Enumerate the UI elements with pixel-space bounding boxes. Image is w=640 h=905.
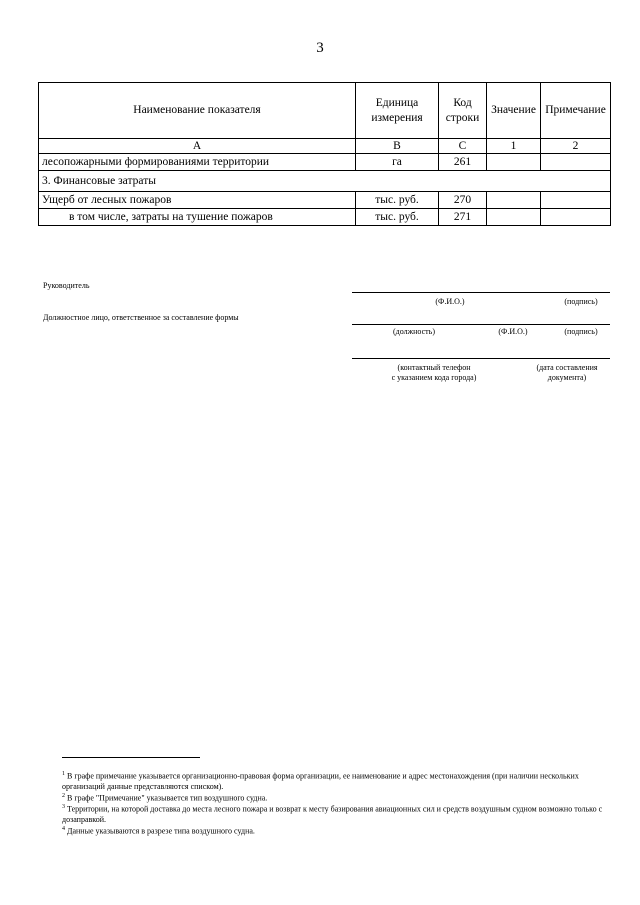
row-note <box>541 154 611 171</box>
page-number: 3 <box>316 40 324 56</box>
phone-caption <box>372 363 496 384</box>
row-note <box>541 192 611 209</box>
column-letter: С <box>439 139 487 154</box>
footnote <box>62 771 610 793</box>
header-note: Примечание <box>541 83 611 139</box>
date-caption-line1: (дата составления <box>536 363 598 372</box>
date-caption-line2: документа) <box>547 373 587 383</box>
footnote <box>62 826 610 837</box>
phone-caption-line1: (контактный телефон <box>397 363 471 372</box>
row-name: в том числе, затраты на тушение пожаров <box>39 209 356 226</box>
footnote-separator <box>62 757 200 758</box>
footnote-mark: 2 <box>62 792 65 799</box>
head-fio-caption: (Ф.И.О.) <box>435 297 465 306</box>
footnote <box>62 793 610 804</box>
footnotes <box>62 771 610 837</box>
date-caption <box>524 363 610 384</box>
head-label: Руководитель <box>43 281 90 290</box>
header-value: Значение <box>487 83 541 139</box>
footnote-mark: 3 <box>62 803 65 810</box>
section-title: 3. Финансовые затраты <box>39 171 611 192</box>
table-row <box>39 154 611 171</box>
footnote-text: Территории, на которой доставка до места лесного пожара и возврат к месту базирования авиационных сил и средств воздушным судном возможно только с дозаправкой. <box>62 804 603 825</box>
footnote <box>62 804 610 826</box>
row-name: Ущерб от лесных пожаров <box>39 192 356 209</box>
column-letter: 2 <box>541 139 611 154</box>
row-name: лесопожарными формированиями территории <box>39 154 356 171</box>
row-unit: га <box>356 154 439 171</box>
header-unit: Единица измерения <box>356 83 439 139</box>
row-value <box>487 192 541 209</box>
row-code: 261 <box>439 154 487 171</box>
column-letter: В <box>356 139 439 154</box>
row-unit: тыс. руб. <box>356 209 439 226</box>
footnote-mark: 1 <box>62 771 65 777</box>
header-code: Код строки <box>439 83 487 139</box>
footnote-text: В графе "Примечание" указывается тип воздушного судна. <box>67 793 268 803</box>
contact-line <box>352 358 610 359</box>
table-row <box>39 209 611 226</box>
head-sign-caption: (подпись) <box>564 297 598 306</box>
responsible-label: Должностное лицо, ответственное за составление формы <box>43 313 239 322</box>
header-row <box>39 83 611 139</box>
footnote-mark: 4 <box>62 825 65 832</box>
footnote-text: В графе примечание указывается организационно-правовая форма организации, ее наименование и адрес местонахождения (при наличии нескольких организаций данные представляются списком). <box>62 771 579 792</box>
column-letter: А <box>39 139 356 154</box>
table-row <box>39 192 611 209</box>
position-caption: (должность) <box>393 327 435 336</box>
column-letter: 1 <box>487 139 541 154</box>
section-row <box>39 171 611 192</box>
row-value <box>487 209 541 226</box>
phone-caption-line2: с указанием кода города) <box>391 373 477 383</box>
header-name: Наименование показателя <box>39 83 356 139</box>
indicators-table <box>38 82 611 226</box>
column-letters-row <box>39 139 611 154</box>
responsible-fio-caption: (Ф.И.О.) <box>498 327 528 336</box>
row-value <box>487 154 541 171</box>
footnote-text: Данные указываются в разрезе типа воздушного судна. <box>67 826 255 836</box>
responsible-sign-caption: (подпись) <box>564 327 598 336</box>
responsible-signature-line <box>352 324 610 325</box>
row-unit: тыс. руб. <box>356 192 439 209</box>
row-note <box>541 209 611 226</box>
head-signature-line <box>352 292 610 293</box>
row-code: 271 <box>439 209 487 226</box>
row-code: 270 <box>439 192 487 209</box>
